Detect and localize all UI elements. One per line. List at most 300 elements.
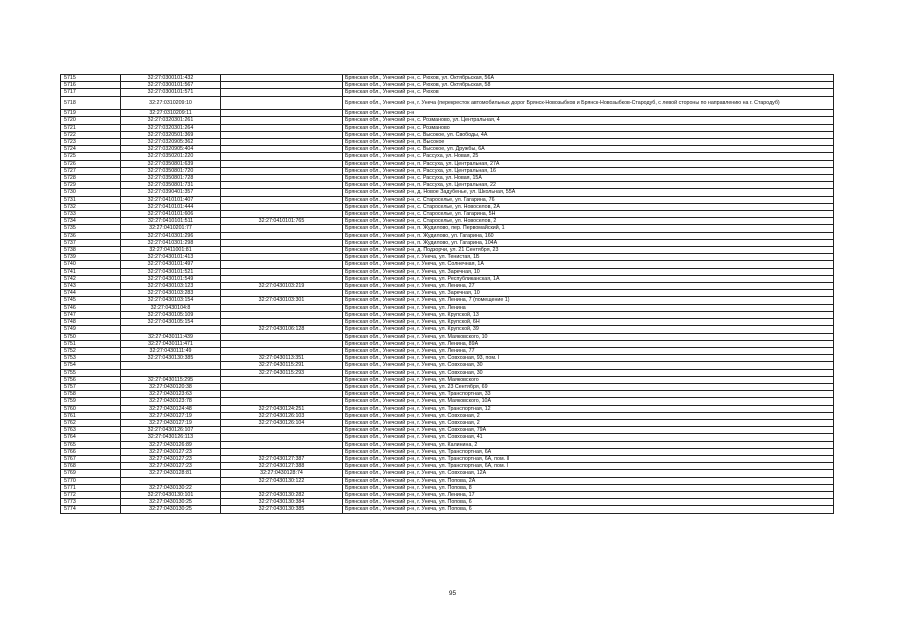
object-cadastral-number-cell: 32:27:0430130:282 bbox=[221, 491, 343, 498]
object-cadastral-number-cell bbox=[221, 448, 343, 455]
table-row bbox=[61, 124, 834, 131]
address-cell: Брянская обл., Унечский р-н, п. Рассуха, ул. Центральная, 22 bbox=[343, 182, 834, 189]
table-row bbox=[61, 441, 834, 448]
row-number-cell: 5751 bbox=[61, 340, 121, 347]
address-cell: Брянская обл., Унечский р-н, г. Унеча, ул. Совхозная, 2 bbox=[343, 412, 834, 419]
row-number-cell: 5726 bbox=[61, 160, 121, 167]
cadastral-number-cell: 32:27:0350201:220 bbox=[121, 153, 221, 160]
row-number-cell: 5756 bbox=[61, 376, 121, 383]
cadastral-number-cell: 32:27:0430101:497 bbox=[121, 261, 221, 268]
object-cadastral-number-cell bbox=[221, 347, 343, 354]
table-row bbox=[61, 362, 834, 369]
table-row bbox=[61, 376, 834, 383]
row-number-cell: 5715 bbox=[61, 75, 121, 82]
object-cadastral-number-cell bbox=[221, 75, 343, 82]
table-row bbox=[61, 268, 834, 275]
table-row bbox=[61, 96, 834, 110]
row-number-cell: 5747 bbox=[61, 311, 121, 318]
address-cell: Брянская обл., Унечский р-н, с. Розманово, ул. Центральная, 4 bbox=[343, 117, 834, 124]
table-row bbox=[61, 247, 834, 254]
cadastral-number-cell: 32:27:0410101:606 bbox=[121, 211, 221, 218]
row-number-cell: 5738 bbox=[61, 247, 121, 254]
row-number-cell: 5773 bbox=[61, 499, 121, 506]
cadastral-number-cell: 32:27:0430111:49 bbox=[121, 347, 221, 354]
table-row bbox=[61, 110, 834, 117]
row-number-cell: 5750 bbox=[61, 333, 121, 340]
object-cadastral-number-cell bbox=[221, 376, 343, 383]
address-cell: Брянская обл., Унечский р-н, с. Староселье, ул. Гагарина, 5Н bbox=[343, 211, 834, 218]
table-row bbox=[61, 383, 834, 390]
cadastral-number-cell: 32:27:0430101:521 bbox=[121, 268, 221, 275]
cadastral-number-cell: 32:27:0430123:78 bbox=[121, 398, 221, 405]
address-cell: Брянская обл., Унечский р-н, с. Высокое, ул. Свободы, 4А bbox=[343, 131, 834, 138]
table-row bbox=[61, 427, 834, 434]
cadastral-number-cell: 32:27:0430120:38 bbox=[121, 383, 221, 390]
address-cell: Брянская обл., Унечский р-н, д. Подзорчи, ул. 21 Сентября, 23 bbox=[343, 247, 834, 254]
address-cell: Брянская обл., Унечский р-н, г. Унеча, ул. Транспортная, 6А bbox=[343, 448, 834, 455]
object-cadastral-number-cell bbox=[221, 383, 343, 390]
address-cell: Брянская обл., Унечский р-н, с. Староселье, ул. Новоселов, 2А bbox=[343, 203, 834, 210]
cadastral-number-cell: 32:27:0430105:109 bbox=[121, 311, 221, 318]
address-cell: Брянская обл., Унечский р-н, г. Унеча, ул. Попова, 2А bbox=[343, 477, 834, 484]
cadastral-number-cell: 32:27:0430111:439 bbox=[121, 333, 221, 340]
object-cadastral-number-cell: 32:27:0430124:251 bbox=[221, 405, 343, 412]
row-number-cell: 5717 bbox=[61, 89, 121, 96]
table-row bbox=[61, 218, 834, 225]
address-cell: Брянская обл., Унечский р-н, г. Унеча, ул. Солнечная, 1А bbox=[343, 261, 834, 268]
object-cadastral-number-cell bbox=[221, 175, 343, 182]
row-number-cell: 5772 bbox=[61, 491, 121, 498]
object-cadastral-number-cell bbox=[221, 153, 343, 160]
object-cadastral-number-cell bbox=[221, 333, 343, 340]
table-row bbox=[61, 211, 834, 218]
row-number-cell: 5720 bbox=[61, 117, 121, 124]
object-cadastral-number-cell: 32:27:0430115:291 bbox=[221, 362, 343, 369]
address-cell: Брянская обл., Унечский р-н, г. Унеча, ул. Ленина, 7 (помещение 1) bbox=[343, 297, 834, 304]
cadastral-number-cell: 32:27:0430127:23 bbox=[121, 448, 221, 455]
row-number-cell: 5748 bbox=[61, 319, 121, 326]
row-number-cell: 5763 bbox=[61, 427, 121, 434]
object-cadastral-number-cell bbox=[221, 232, 343, 239]
row-number-cell: 5718 bbox=[61, 96, 121, 110]
address-cell: Брянская обл., Унечский р-н, г. Унеча, ул. Совхозная, 2 bbox=[343, 419, 834, 426]
cadastral-number-cell: 32:27:0350801:720 bbox=[121, 167, 221, 174]
cadastral-number-cell: 32:27:0410101:444 bbox=[121, 203, 221, 210]
object-cadastral-number-cell bbox=[221, 290, 343, 297]
address-cell: Брянская обл., Унечский р-н, г. Унеча, ул. Совхозная, 30 bbox=[343, 369, 834, 376]
table-row bbox=[61, 412, 834, 419]
address-cell: Брянская обл., Унечский р-н, с. Рюхов, ул. Октябрьская, 56А bbox=[343, 75, 834, 82]
object-cadastral-number-cell bbox=[221, 247, 343, 254]
address-cell: Брянская обл., Унечский р-н, г. Унеча, ул. Транспортная, 6А, пом. II bbox=[343, 455, 834, 462]
object-cadastral-number-cell bbox=[221, 319, 343, 326]
table-row bbox=[61, 196, 834, 203]
table-row bbox=[61, 82, 834, 89]
row-number-cell: 5770 bbox=[61, 477, 121, 484]
table-row bbox=[61, 175, 834, 182]
object-cadastral-number-cell bbox=[221, 189, 343, 196]
table-row bbox=[61, 347, 834, 354]
address-cell: Брянская обл., Унечский р-н, г. Унеча, ул. Транспортная, 33 bbox=[343, 391, 834, 398]
table-row bbox=[61, 311, 834, 318]
object-cadastral-number-cell bbox=[221, 203, 343, 210]
cadastral-number-cell: 32:27:0410301:296 bbox=[121, 232, 221, 239]
object-cadastral-number-cell bbox=[221, 427, 343, 434]
cadastral-number-cell: 32:27:0430127:23 bbox=[121, 455, 221, 462]
table-row bbox=[61, 153, 834, 160]
object-cadastral-number-cell: 32:27:0430106:128 bbox=[221, 326, 343, 333]
table-row bbox=[61, 297, 834, 304]
row-number-cell: 5765 bbox=[61, 441, 121, 448]
row-number-cell: 5758 bbox=[61, 391, 121, 398]
row-number-cell: 5736 bbox=[61, 232, 121, 239]
table-row bbox=[61, 117, 834, 124]
table-row bbox=[61, 477, 834, 484]
cadastral-number-cell: 32:27:0411001:81 bbox=[121, 247, 221, 254]
object-cadastral-number-cell bbox=[221, 434, 343, 441]
cadastral-number-cell: 32:27:0300101:432 bbox=[121, 75, 221, 82]
address-cell: Брянская обл., Унечский р-н, с. Староселье, ул. Гагарина, 76 bbox=[343, 196, 834, 203]
row-number-cell: 5746 bbox=[61, 304, 121, 311]
row-number-cell: 5740 bbox=[61, 261, 121, 268]
cadastral-number-cell: 32:27:0430127:23 bbox=[121, 463, 221, 470]
row-number-cell: 5723 bbox=[61, 139, 121, 146]
address-cell: Брянская обл., Унечский р-н, г. Унеча, ул. 23 Сентября, 69 bbox=[343, 383, 834, 390]
table-row bbox=[61, 470, 834, 477]
row-number-cell: 5716 bbox=[61, 82, 121, 89]
address-cell: Брянская обл., Унечский р-н, г. Унеча, ул. Попова, 8 bbox=[343, 484, 834, 491]
object-cadastral-number-cell bbox=[221, 139, 343, 146]
cadastral-number-cell: 32:27:0320301:264 bbox=[121, 124, 221, 131]
cadastral-number-cell: 32:27:0410101:511 bbox=[121, 218, 221, 225]
row-number-cell: 5769 bbox=[61, 470, 121, 477]
row-number-cell: 5724 bbox=[61, 146, 121, 153]
object-cadastral-number-cell bbox=[221, 304, 343, 311]
row-number-cell: 5729 bbox=[61, 182, 121, 189]
address-cell: Брянская обл., Унечский р-н bbox=[343, 110, 834, 117]
row-number-cell: 5757 bbox=[61, 383, 121, 390]
address-cell: Брянская обл., Унечский р-н, г. Унеча, ул. Ленина, 27 bbox=[343, 283, 834, 290]
cadastral-number-cell: 32:27:0430130:22 bbox=[121, 484, 221, 491]
row-number-cell: 5749 bbox=[61, 326, 121, 333]
cadastral-number-cell: 32:27:0310209:10 bbox=[121, 96, 221, 110]
address-cell: Брянская обл., Унечский р-н, г. Унеча, ул. Республиканская, 1А bbox=[343, 275, 834, 282]
table-row bbox=[61, 160, 834, 167]
table-row bbox=[61, 189, 834, 196]
cadastral-number-cell: 32:27:0350801:731 bbox=[121, 182, 221, 189]
object-cadastral-number-cell bbox=[221, 96, 343, 110]
page-number: 95 bbox=[448, 590, 457, 597]
address-cell: Брянская обл., Унечский р-н, г. Унеча, ул. Заречная, 10 bbox=[343, 268, 834, 275]
cadastral-number-cell: 32:27:0430105:154 bbox=[121, 319, 221, 326]
row-number-cell: 5737 bbox=[61, 239, 121, 246]
row-number-cell: 5739 bbox=[61, 254, 121, 261]
address-cell: Брянская обл., Унечский р-н, г. Унеча, ул. Попова, 6 bbox=[343, 506, 834, 513]
cadastral-number-cell: 32:27:0430128:81 bbox=[121, 470, 221, 477]
object-cadastral-number-cell: 32:27:0430130:122 bbox=[221, 477, 343, 484]
object-cadastral-number-cell bbox=[221, 311, 343, 318]
cadastral-number-cell: 32:27:0430101:549 bbox=[121, 275, 221, 282]
object-cadastral-number-cell bbox=[221, 146, 343, 153]
cadastral-number-cell: 32:27:0430130:101 bbox=[121, 491, 221, 498]
cadastral-number-cell: 32:27:0320905:362 bbox=[121, 139, 221, 146]
table-row bbox=[61, 484, 834, 491]
address-cell: Брянская обл., Унечский р-н, г. Унеча, ул. Транспортная, 12 bbox=[343, 405, 834, 412]
address-cell: Брянская обл., Унечский р-н, г. Унеча, ул. Маяковского, 10 bbox=[343, 333, 834, 340]
table-row bbox=[61, 139, 834, 146]
table-row bbox=[61, 225, 834, 232]
row-number-cell: 5727 bbox=[61, 167, 121, 174]
table-row bbox=[61, 419, 834, 426]
cadastral-number-cell: 32:27:0320301:261 bbox=[121, 117, 221, 124]
table-row bbox=[61, 75, 834, 82]
cadastral-number-cell: 32:27:0430124:48 bbox=[121, 405, 221, 412]
address-cell: Брянская обл., Унечский р-н, д. Новое Задубенье, ул. Школьная, 55А bbox=[343, 189, 834, 196]
object-cadastral-number-cell bbox=[221, 398, 343, 405]
row-number-cell: 5767 bbox=[61, 455, 121, 462]
cadastral-number-cell: 32:27:0320501:369 bbox=[121, 131, 221, 138]
address-cell: Брянская обл., Унечский р-н, с. Высокое, ул. Дружбы, 6А bbox=[343, 146, 834, 153]
object-cadastral-number-cell bbox=[221, 211, 343, 218]
object-cadastral-number-cell: 32:27:0430103:301 bbox=[221, 297, 343, 304]
address-cell: Брянская обл., Унечский р-н, г. Унеча, ул. Совхозная, 79А bbox=[343, 427, 834, 434]
row-number-cell: 5733 bbox=[61, 211, 121, 218]
address-cell: Брянская обл., Унечский р-н, п. Высокое bbox=[343, 139, 834, 146]
cadastral-number-cell: 32:27:0300101:567 bbox=[121, 82, 221, 89]
cadastral-number-cell: 32:27:0430103:123 bbox=[121, 283, 221, 290]
cadastral-number-cell: 32:27:0430130:25 bbox=[121, 506, 221, 513]
object-cadastral-number-cell bbox=[221, 268, 343, 275]
object-cadastral-number-cell: 32:27:0430113:351 bbox=[221, 355, 343, 362]
address-cell: Брянская обл., Унечский р-н, г. Унеча, ул. Крупской, 13 bbox=[343, 311, 834, 318]
object-cadastral-number-cell bbox=[221, 117, 343, 124]
table-row bbox=[61, 167, 834, 174]
cadastral-number-cell bbox=[121, 369, 221, 376]
table-row bbox=[61, 89, 834, 96]
address-cell: Брянская обл., Унечский р-н, г. Унеча, ул. Калинина, 2 bbox=[343, 441, 834, 448]
cadastral-number-cell: 32:27:0430104:8 bbox=[121, 304, 221, 311]
table-row bbox=[61, 304, 834, 311]
object-cadastral-number-cell bbox=[221, 275, 343, 282]
row-number-cell: 5722 bbox=[61, 131, 121, 138]
cadastral-number-cell: 32:27:0430126:113 bbox=[121, 434, 221, 441]
table-row bbox=[61, 131, 834, 138]
row-number-cell: 5743 bbox=[61, 283, 121, 290]
object-cadastral-number-cell: 32:27:0430128:74 bbox=[221, 470, 343, 477]
cadastral-number-cell: 32:27:0430115:295 bbox=[121, 376, 221, 383]
cadastral-number-cell: 32:27:0350801:639 bbox=[121, 160, 221, 167]
table-row bbox=[61, 333, 834, 340]
object-cadastral-number-cell bbox=[221, 239, 343, 246]
address-cell: Брянская обл., Унечский р-н, г. Унеча, ул. Ленина, 89А bbox=[343, 340, 834, 347]
address-cell: Брянская обл., Унечский р-н, г. Унеча, ул. Попова, 6 bbox=[343, 499, 834, 506]
table-row bbox=[61, 319, 834, 326]
address-cell: Брянская обл., Унечский р-н, г. Унеча, ул. Ленина, 77 bbox=[343, 347, 834, 354]
object-cadastral-number-cell bbox=[221, 225, 343, 232]
object-cadastral-number-cell: 32:27:0430127:387 bbox=[221, 455, 343, 462]
row-number-cell: 5744 bbox=[61, 290, 121, 297]
row-number-cell: 5774 bbox=[61, 506, 121, 513]
table-row bbox=[61, 261, 834, 268]
row-number-cell: 5741 bbox=[61, 268, 121, 275]
table-row bbox=[61, 340, 834, 347]
address-cell: Брянская обл., Унечский р-н, г. Унеча, ул. Совхозная, 12А bbox=[343, 470, 834, 477]
row-number-cell: 5762 bbox=[61, 419, 121, 426]
table-row bbox=[61, 448, 834, 455]
table-body bbox=[61, 75, 834, 514]
row-number-cell: 5719 bbox=[61, 110, 121, 117]
table-row bbox=[61, 232, 834, 239]
row-number-cell: 5732 bbox=[61, 203, 121, 210]
row-number-cell: 5760 bbox=[61, 405, 121, 412]
cadastral-number-cell: 32:27:0410101:407 bbox=[121, 196, 221, 203]
address-cell: Брянская обл., Унечский р-н, с. Рюхов, ул. Октябрьская, 58 bbox=[343, 82, 834, 89]
row-number-cell: 5768 bbox=[61, 463, 121, 470]
table-row bbox=[61, 203, 834, 210]
row-number-cell: 5771 bbox=[61, 484, 121, 491]
cadastral-number-cell: 32:27:0430126:89 bbox=[121, 441, 221, 448]
address-cell: Брянская обл., Унечский р-н, п. Жудилово, пер. Первомайский, 1 bbox=[343, 225, 834, 232]
cadastral-number-cell: 32:27:0300101:571 bbox=[121, 89, 221, 96]
row-number-cell: 5759 bbox=[61, 398, 121, 405]
object-cadastral-number-cell: 32:27:0430103:219 bbox=[221, 283, 343, 290]
row-number-cell: 5734 bbox=[61, 218, 121, 225]
cadastral-number-cell: 32:27:0310209:11 bbox=[121, 110, 221, 117]
row-number-cell: 5745 bbox=[61, 297, 121, 304]
table-row bbox=[61, 355, 834, 362]
row-number-cell: 5761 bbox=[61, 412, 121, 419]
row-number-cell: 5731 bbox=[61, 196, 121, 203]
cadastral-number-cell: 32:27:0430130:385 bbox=[121, 355, 221, 362]
address-cell: Брянская обл., Унечский р-н, г. Унеча, ул. Маяковского bbox=[343, 376, 834, 383]
address-cell: Брянская обл., Унечский р-н, г. Унеча, ул. Совхозная, 41 bbox=[343, 434, 834, 441]
table-row bbox=[61, 499, 834, 506]
object-cadastral-number-cell bbox=[221, 196, 343, 203]
address-cell: Брянская обл., Унечский р-н, г. Унеча, ул. Крупской, 6Н bbox=[343, 319, 834, 326]
row-number-cell: 5730 bbox=[61, 189, 121, 196]
table-row bbox=[61, 491, 834, 498]
cadastral-number-cell: 32:27:0320905:404 bbox=[121, 146, 221, 153]
row-number-cell: 5753 bbox=[61, 355, 121, 362]
cadastral-number-cell: 32:27:0430101:413 bbox=[121, 254, 221, 261]
row-number-cell: 5742 bbox=[61, 275, 121, 282]
row-number-cell: 5735 bbox=[61, 225, 121, 232]
address-cell: Брянская обл., Унечский р-н, с. Рассуха, ул. Новая, 15А bbox=[343, 175, 834, 182]
object-cadastral-number-cell bbox=[221, 261, 343, 268]
table-row bbox=[61, 455, 834, 462]
address-cell: Брянская обл., Унечский р-н, г. Унеча, ул. Транспортная, 6А, пом. I bbox=[343, 463, 834, 470]
address-cell: Брянская обл., Унечский р-н, г. Унеча, ул. Совхозная, 93, пом. I bbox=[343, 355, 834, 362]
address-cell: Брянская обл., Унечский р-н, п. Рассуха, ул. Центральная, 16 bbox=[343, 167, 834, 174]
address-cell: Брянская обл., Унечский р-н, с. Розманово bbox=[343, 124, 834, 131]
address-cell: Брянская обл., Унечский р-н, г. Унеча, ул. Ленина bbox=[343, 304, 834, 311]
address-cell: Брянская обл., Унечский р-н, с. Рассуха, ул. Новая, 25 bbox=[343, 153, 834, 160]
cadastral-number-cell: 32:27:0390401:357 bbox=[121, 189, 221, 196]
object-cadastral-number-cell: 32:27:0410101:765 bbox=[221, 218, 343, 225]
cadastral-number-cell bbox=[121, 477, 221, 484]
address-cell: Брянская обл., Унечский р-н, г. Унеча, ул. Ленина, 17 bbox=[343, 491, 834, 498]
object-cadastral-number-cell bbox=[221, 254, 343, 261]
address-cell: Брянская обл., Унечский р-н, г. Унеча, ул. Заречная, 10 bbox=[343, 290, 834, 297]
table-row bbox=[61, 398, 834, 405]
cadastral-number-cell: 32:27:0410201:77 bbox=[121, 225, 221, 232]
cadastral-number-cell bbox=[121, 362, 221, 369]
table-row bbox=[61, 239, 834, 246]
object-cadastral-number-cell bbox=[221, 124, 343, 131]
table-row bbox=[61, 326, 834, 333]
address-cell: Брянская обл., Унечский р-н, с. Староселье, ул. Новоселов, 2 bbox=[343, 218, 834, 225]
address-cell: Брянская обл., Унечский р-н, г. Унеча, ул. Маяковского, 10А bbox=[343, 398, 834, 405]
object-cadastral-number-cell bbox=[221, 391, 343, 398]
table-row bbox=[61, 146, 834, 153]
address-cell: Брянская обл., Унечский р-н, п. Рассуха, ул. Центральная, 27А bbox=[343, 160, 834, 167]
cadastral-number-cell: 32:27:0430126:107 bbox=[121, 427, 221, 434]
object-cadastral-number-cell bbox=[221, 131, 343, 138]
object-cadastral-number-cell bbox=[221, 160, 343, 167]
table-row bbox=[61, 506, 834, 513]
table-row bbox=[61, 369, 834, 376]
address-cell: Брянская обл., Унечский р-н, г. Унеча (перекресток автомобильных дорог Брянск-Новозыбков и Брянск-Новозыбков-Стародуб, с левой стороны по направлению на г. Стародуб) bbox=[343, 96, 834, 110]
row-number-cell: 5764 bbox=[61, 434, 121, 441]
object-cadastral-number-cell bbox=[221, 82, 343, 89]
row-number-cell: 5766 bbox=[61, 448, 121, 455]
cadastral-number-cell: 32:27:0430123:63 bbox=[121, 391, 221, 398]
object-cadastral-number-cell bbox=[221, 484, 343, 491]
cadastral-number-cell: 32:27:0430130:25 bbox=[121, 499, 221, 506]
address-cell: Брянская обл., Унечский р-н, г. Унеча, ул. Совхозная, 30 bbox=[343, 362, 834, 369]
object-cadastral-number-cell bbox=[221, 340, 343, 347]
cadastral-number-cell: 32:27:0350801:728 bbox=[121, 175, 221, 182]
address-cell: Брянская обл., Унечский р-н, п. Жудилово, ул. Гагарина, 104А bbox=[343, 239, 834, 246]
object-cadastral-number-cell: 32:27:0430127:388 bbox=[221, 463, 343, 470]
table-row bbox=[61, 182, 834, 189]
object-cadastral-number-cell bbox=[221, 441, 343, 448]
object-cadastral-number-cell bbox=[221, 89, 343, 96]
table-row bbox=[61, 405, 834, 412]
address-cell: Брянская обл., Унечский р-н, с. Рюхов bbox=[343, 89, 834, 96]
cadastral-number-cell: 32:27:0410301:298 bbox=[121, 239, 221, 246]
row-number-cell: 5755 bbox=[61, 369, 121, 376]
row-number-cell: 5752 bbox=[61, 347, 121, 354]
row-number-cell: 5721 bbox=[61, 124, 121, 131]
table-row bbox=[61, 391, 834, 398]
object-cadastral-number-cell bbox=[221, 110, 343, 117]
object-cadastral-number-cell bbox=[221, 182, 343, 189]
row-number-cell: 5754 bbox=[61, 362, 121, 369]
object-cadastral-number-cell bbox=[221, 167, 343, 174]
row-number-cell: 5725 bbox=[61, 153, 121, 160]
cadastral-number-cell: 32:27:0430103:154 bbox=[121, 297, 221, 304]
cadastral-number-cell: 32:27:0430103:283 bbox=[121, 290, 221, 297]
object-cadastral-number-cell: 32:27:0430126:104 bbox=[221, 419, 343, 426]
cadastral-number-cell bbox=[121, 326, 221, 333]
address-cell: Брянская обл., Унечский р-н, г. Унеча, ул. Тенистая, 1Б bbox=[343, 254, 834, 261]
object-cadastral-number-cell: 32:27:0430126:103 bbox=[221, 412, 343, 419]
table-row bbox=[61, 275, 834, 282]
address-cell: Брянская обл., Унечский р-н, г. Унеча, ул. Крупской, 39 bbox=[343, 326, 834, 333]
object-cadastral-number-cell: 32:27:0430130:385 bbox=[221, 506, 343, 513]
cadastral-number-cell: 32:27:0430127:19 bbox=[121, 412, 221, 419]
table-row bbox=[61, 290, 834, 297]
cadastral-number-cell: 32:27:0430111:471 bbox=[121, 340, 221, 347]
table-row bbox=[61, 254, 834, 261]
row-number-cell: 5728 bbox=[61, 175, 121, 182]
cadastral-number-cell: 32:27:0430127:19 bbox=[121, 419, 221, 426]
object-cadastral-number-cell: 32:27:0430115:293 bbox=[221, 369, 343, 376]
table-row bbox=[61, 463, 834, 470]
object-cadastral-number-cell: 32:27:0430130:384 bbox=[221, 499, 343, 506]
table-row bbox=[61, 283, 834, 290]
